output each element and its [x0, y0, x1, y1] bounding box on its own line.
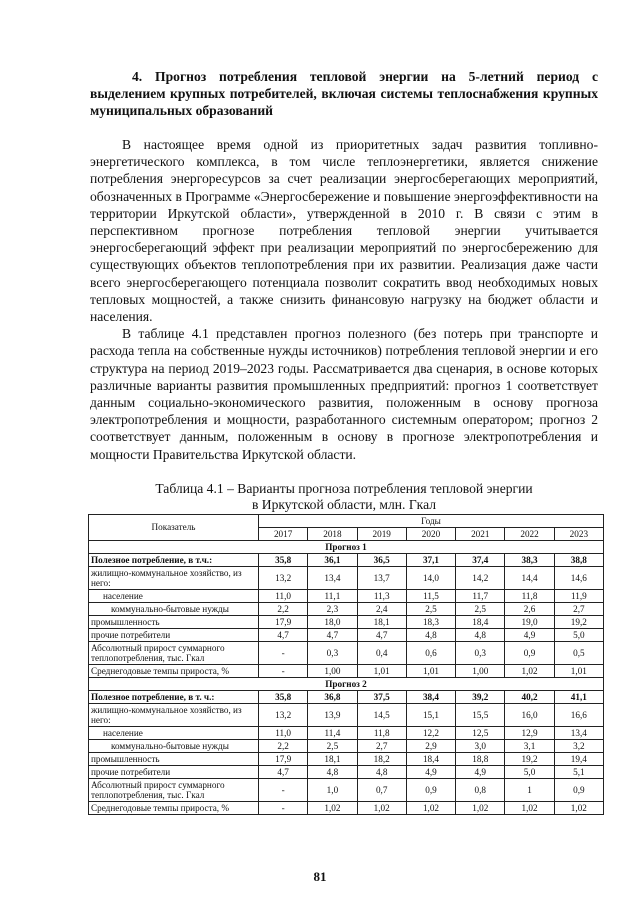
row-value: - — [259, 664, 308, 677]
row-value: 15,5 — [456, 703, 505, 726]
table-row — [89, 703, 604, 726]
row-value: 11,5 — [406, 589, 455, 602]
table-row — [89, 801, 604, 814]
row-value: 2,3 — [308, 602, 357, 615]
row-value: 19,2 — [505, 752, 554, 765]
row-value: 1,01 — [357, 664, 406, 677]
row-value: 4,9 — [505, 628, 554, 641]
row-value: 4,7 — [357, 628, 406, 641]
row-label: промышленность — [89, 752, 259, 765]
row-value: 1,02 — [505, 664, 554, 677]
year-header: 2021 — [456, 527, 505, 540]
row-value: - — [259, 801, 308, 814]
row-value: 4,7 — [308, 628, 357, 641]
table-body — [89, 540, 604, 814]
row-value: 5,1 — [554, 765, 603, 778]
table-row — [89, 664, 604, 677]
row-value: 11,7 — [456, 589, 505, 602]
row-value: 19,0 — [505, 615, 554, 628]
table-row — [89, 726, 604, 739]
row-value: 4,8 — [456, 628, 505, 641]
row-value: 0,9 — [554, 778, 603, 801]
row-value: 5,0 — [554, 628, 603, 641]
row-value: 0,9 — [406, 778, 455, 801]
row-value: 12,9 — [505, 726, 554, 739]
row-value: 38,8 — [554, 553, 603, 566]
row-label: коммунально-бытовые нужды — [89, 739, 259, 752]
year-header: 2019 — [357, 527, 406, 540]
row-value: 2,7 — [554, 602, 603, 615]
table-caption-line-2: в Иркутской области, млн. Гкал — [251, 496, 437, 512]
row-value: 2,2 — [259, 602, 308, 615]
row-value: 1,01 — [406, 664, 455, 677]
table-row — [89, 553, 604, 566]
row-value: 13,2 — [259, 566, 308, 589]
row-label: жилищно-коммунальное хозяйство, из него: — [89, 703, 259, 726]
row-value: 2,5 — [456, 602, 505, 615]
row-value: 18,8 — [456, 752, 505, 765]
row-value: 14,2 — [456, 566, 505, 589]
row-label: Полезное потребление, в т.ч.: — [89, 553, 259, 566]
scenario-title-row — [89, 677, 604, 690]
year-header: 2018 — [308, 527, 357, 540]
section-heading: 4. Прогноз потребления тепловой энергии на 5-летний период с выделением крупных потребителей, включая системы теплоснабжения крупных муниципальных образований — [90, 69, 598, 118]
row-value: 12,5 — [456, 726, 505, 739]
row-value: 1,02 — [406, 801, 455, 814]
row-label: прочие потребители — [89, 765, 259, 778]
table-row — [89, 752, 604, 765]
header-years: Годы — [259, 514, 604, 527]
row-value: 14,4 — [505, 566, 554, 589]
row-value: 37,4 — [456, 553, 505, 566]
row-value: 1,02 — [456, 801, 505, 814]
row-value: 2,6 — [505, 602, 554, 615]
row-value: 1,02 — [554, 801, 603, 814]
row-label: Среднегодовые темпы прироста, % — [89, 664, 259, 677]
row-value: 4,8 — [406, 628, 455, 641]
row-label: Полезное потребление, в т. ч.: — [89, 690, 259, 703]
row-value: 36,1 — [308, 553, 357, 566]
row-value: 4,9 — [406, 765, 455, 778]
row-value: 40,2 — [505, 690, 554, 703]
row-value: 5,0 — [505, 765, 554, 778]
row-value: 0,7 — [357, 778, 406, 801]
year-header: 2017 — [259, 527, 308, 540]
row-value: 18,4 — [406, 752, 455, 765]
row-value: 2,9 — [406, 739, 455, 752]
table-row — [89, 602, 604, 615]
row-value: 1,00 — [456, 664, 505, 677]
row-value: 18,1 — [308, 752, 357, 765]
row-value: 18,2 — [357, 752, 406, 765]
year-header: 2020 — [406, 527, 455, 540]
row-value: 36,8 — [308, 690, 357, 703]
row-value: 3,2 — [554, 739, 603, 752]
row-value: 4,9 — [456, 765, 505, 778]
row-value: 18,0 — [308, 615, 357, 628]
row-value: 13,4 — [554, 726, 603, 739]
row-value: 15,1 — [406, 703, 455, 726]
row-value: 18,3 — [406, 615, 455, 628]
row-value: 1,02 — [308, 801, 357, 814]
year-header: 2022 — [505, 527, 554, 540]
row-label: население — [89, 589, 259, 602]
row-value: 17,9 — [259, 615, 308, 628]
table-row — [89, 778, 604, 801]
document-page — [90, 68, 598, 815]
row-value: 14,5 — [357, 703, 406, 726]
row-value: 0,9 — [505, 641, 554, 664]
row-value: 0,3 — [308, 641, 357, 664]
row-value: 37,5 — [357, 690, 406, 703]
row-label: коммунально-бытовые нужды — [89, 602, 259, 615]
row-value: 14,0 — [406, 566, 455, 589]
row-label: население — [89, 726, 259, 739]
row-value: 18,1 — [357, 615, 406, 628]
row-value: 12,2 — [406, 726, 455, 739]
row-value: 11,4 — [308, 726, 357, 739]
row-value: 1,02 — [505, 801, 554, 814]
row-value: 3,0 — [456, 739, 505, 752]
row-value: 41,1 — [554, 690, 603, 703]
row-value: 17,9 — [259, 752, 308, 765]
scenario-title-row — [89, 540, 604, 553]
row-value: 11,3 — [357, 589, 406, 602]
scenario-title: Прогноз 1 — [89, 540, 604, 553]
row-label: Абсолютный прирост суммарного теплопотребления, тыс. Гкал — [89, 778, 259, 801]
row-value: 4,8 — [357, 765, 406, 778]
row-value: 0,6 — [406, 641, 455, 664]
row-value: 38,4 — [406, 690, 455, 703]
row-value: 16,0 — [505, 703, 554, 726]
scenario-title: Прогноз 2 — [89, 677, 604, 690]
row-value: - — [259, 641, 308, 664]
table-row — [89, 765, 604, 778]
row-value: 0,8 — [456, 778, 505, 801]
row-value: 11,1 — [308, 589, 357, 602]
row-value: 37,1 — [406, 553, 455, 566]
row-label: прочие потребители — [89, 628, 259, 641]
year-header: 2023 — [554, 527, 603, 540]
row-value: 35,8 — [259, 553, 308, 566]
row-value: 1,00 — [308, 664, 357, 677]
table-row — [89, 641, 604, 664]
paragraph-2: В таблице 4.1 представлен прогноз полезного (без потерь при транспорте и расхода тепла на собственные нужды источников) потребления тепловой энергии и его структура на период 2019–2023 годы. Рассматривается два сценария, в основе которых различные варианты развития промышленных предприятий: прогноз 1 соответствует данным социально-экономического развития, положенным в основу прогноза электропотребления и мощности, разработанного системным оператором; прогноз 2 соответствует данным, положенным в основу в прогнозе электропотребления и мощности Правительства Иркутской области. — [90, 326, 598, 462]
row-value: 1,0 — [308, 778, 357, 801]
row-value: 4,8 — [308, 765, 357, 778]
paragraph-1: В настоящее время одной из приоритетных задач развития топливно-энергетического комплекса, в том числе теплоэнергетики, является снижение потребления энергоресурсов за счет реализации энергосберегающих мероприятий, обозначенных в Программе «Энергосбережение и повышение энергоэффективности на территории Иркутской области», утвержденной в 2010 г. В связи с этим в перспективном прогнозе потребления тепловой энергии учитывается энергосберегающий эффект при реализации мероприятий по энергосбережению для существующих объектов теплопотребления при их развитии. Реализация даже части всего энергосберегающего потенциала позволит сократить ввод необходимых новых тепловых мощностей, а также снизить финансовую нагрузку на бюджет области и населения. — [90, 137, 598, 325]
row-value: 2,5 — [406, 602, 455, 615]
row-value: 13,7 — [357, 566, 406, 589]
row-value: 1 — [505, 778, 554, 801]
row-value: 2,2 — [259, 739, 308, 752]
row-label: жилищно-коммунальное хозяйство, из него: — [89, 566, 259, 589]
row-value: 4,7 — [259, 765, 308, 778]
row-value: 11,0 — [259, 589, 308, 602]
row-value: 2,4 — [357, 602, 406, 615]
table-row — [89, 739, 604, 752]
row-value: 0,3 — [456, 641, 505, 664]
row-value: 36,5 — [357, 553, 406, 566]
row-value: 13,9 — [308, 703, 357, 726]
table-row — [89, 589, 604, 602]
row-value: 1,02 — [357, 801, 406, 814]
page-number: 81 — [313, 869, 327, 884]
row-value: 11,9 — [554, 589, 603, 602]
row-value: 11,8 — [505, 589, 554, 602]
row-value: 4,7 — [259, 628, 308, 641]
row-value: 11,8 — [357, 726, 406, 739]
row-value: 18,4 — [456, 615, 505, 628]
table-row — [89, 690, 604, 703]
row-value: 14,6 — [554, 566, 603, 589]
row-value: 1,01 — [554, 664, 603, 677]
row-value: 19,4 — [554, 752, 603, 765]
row-value: 38,3 — [505, 553, 554, 566]
table-row — [89, 615, 604, 628]
row-value: 11,0 — [259, 726, 308, 739]
row-value: 2,5 — [308, 739, 357, 752]
row-value: 35,8 — [259, 690, 308, 703]
row-value: 2,7 — [357, 739, 406, 752]
row-label: Среднегодовые темпы прироста, % — [89, 801, 259, 814]
row-value: - — [259, 778, 308, 801]
table-row — [89, 628, 604, 641]
header-indicator: Показатель — [89, 514, 259, 540]
row-value: 13,4 — [308, 566, 357, 589]
row-label: промышленность — [89, 615, 259, 628]
table-caption — [90, 481, 598, 513]
row-value: 39,2 — [456, 690, 505, 703]
row-value: 13,2 — [259, 703, 308, 726]
table-caption-line-1: Таблица 4.1 – Варианты прогноза потребления тепловой энергии — [155, 480, 533, 496]
table-row — [89, 566, 604, 589]
row-value: 0,4 — [357, 641, 406, 664]
row-value: 0,5 — [554, 641, 603, 664]
row-value: 3,1 — [505, 739, 554, 752]
row-value: 19,2 — [554, 615, 603, 628]
row-value: 16,6 — [554, 703, 603, 726]
row-label: Абсолютный прирост суммарного теплопотребления, тыс. Гкал — [89, 641, 259, 664]
forecast-table — [88, 514, 604, 815]
